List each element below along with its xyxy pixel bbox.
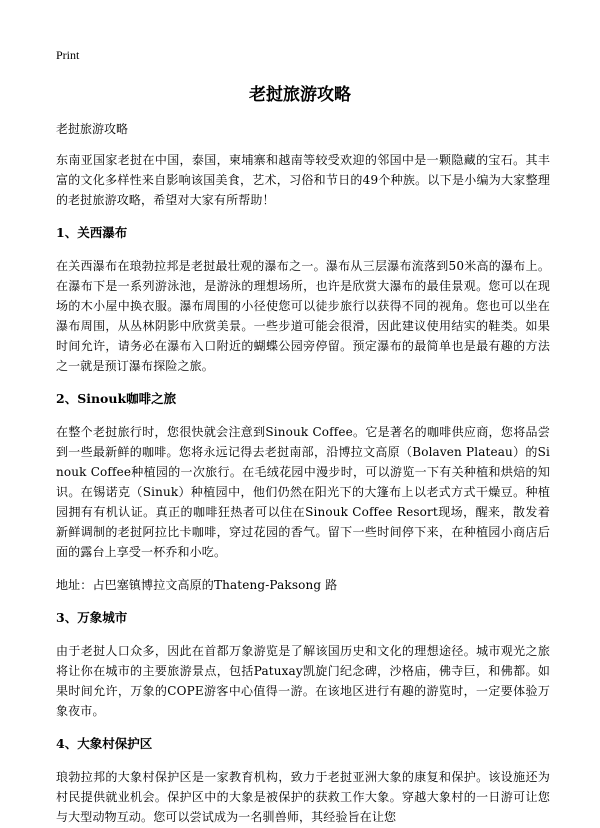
intro-paragraph: 东南亚国家老挝在中国，泰国，柬埔寨和越南等较受欢迎的邻国中是一颗隐藏的宝石。其丰富的文化多样性来自影响该国美食，艺术，习俗和节日的49个种族。以下是小编为大家整理的老挝旅游攻略，希望对大家有所帮助！ bbox=[56, 153, 550, 207]
section-heading: 4、大象村保护区 bbox=[56, 736, 153, 751]
article-body bbox=[56, 150, 550, 828]
section-vientiane-city bbox=[56, 608, 550, 721]
section-paragraph: 琅勃拉邦的大象村保护区是一家教育机构，致力于老挝亚洲大象的康复和保护。该设施还为村民提供就业机会。保护区中的大象是被保护的获救工作大象。穿越大象村的一日游可让您与大型动物互动。您可以尝试成为一名驯兽师，其经验旨在让您 bbox=[56, 770, 550, 824]
section-guanxi-waterfall bbox=[56, 223, 550, 376]
section-elephant-village bbox=[56, 734, 550, 827]
print-link[interactable]: Print bbox=[56, 48, 80, 62]
address-paragraph: 地址：占巴塞镇博拉文高原的Thateng-Paksong 路 bbox=[56, 578, 338, 592]
section-heading: 1、关西瀑布 bbox=[56, 225, 128, 240]
section-paragraph: 由于老挝人口众多，因此在首都万象游览是了解该国历史和文化的理想途径。城市观光之旅将让你在城市的主要旅游景点，包括Patuxay凯旋门纪念碑，沙格庙，佛寺巨，和佛都。如果时间允许，万象的COPE游客中心值得一游。在该地区进行有趣的游览时，一定要体验万象夜市。 bbox=[56, 644, 550, 718]
section-paragraph: 在关西瀑布在琅勃拉邦是老挝最壮观的瀑布之一。瀑布从三层瀑布流落到50米高的瀑布上。在瀑布下是一系列游泳池，是游泳的理想场所，也许是欣赏大瀑布的最佳景观。您可以在现场的木小屋中换衣服。瀑布周围的小径使您可以徒步旅行以获得不同的视角。您也可以坐在瀑布周围，从丛林阴影中欣赏美景。一些步道可能会很滑，因此建议使用结实的鞋类。如果时间允许，请务必在瀑布入口附近的蝴蝶公园旁停留。预定瀑布的最简单也是最有趣的方法之一就是预订瀑布探险之旅。 bbox=[56, 259, 550, 373]
section-heading: 2、Sinouk咖啡之旅 bbox=[56, 391, 177, 406]
section-sinouk-coffee bbox=[56, 389, 550, 595]
page-title: 老挝旅游攻略 bbox=[249, 85, 351, 105]
section-paragraph: 在整个老挝旅行时，您很快就会注意到Sinouk Coffee。它是著名的咖啡供应商，您将品尝到一些最新鲜的咖啡。您将永远记得去老挝南部，沿博拉文高原（Bolaven Plateau）的Sinouk Coffee种植园的一次旅行。在毛绒花园中漫步时，可以游览一下有关种植和烘焙的知识。在锡诺克（Sinuk）种植园中，他们仍然在阳光下的大篷布上以老式方式干燥豆。种植园拥有有机认证。真正的咖啡狂热者可以住在Sinouk Coffee Resort现场，醒来，散发着新鲜调制的老挝阿拉比卡咖啡，穿过花园的香气。留下一些时间停下来，在种植园小商店后面的露台上享受一杯乔和小吃。 bbox=[56, 425, 550, 559]
section-heading: 3、万象城市 bbox=[56, 610, 128, 625]
document-subtitle: 老挝旅游攻略 bbox=[56, 122, 129, 136]
